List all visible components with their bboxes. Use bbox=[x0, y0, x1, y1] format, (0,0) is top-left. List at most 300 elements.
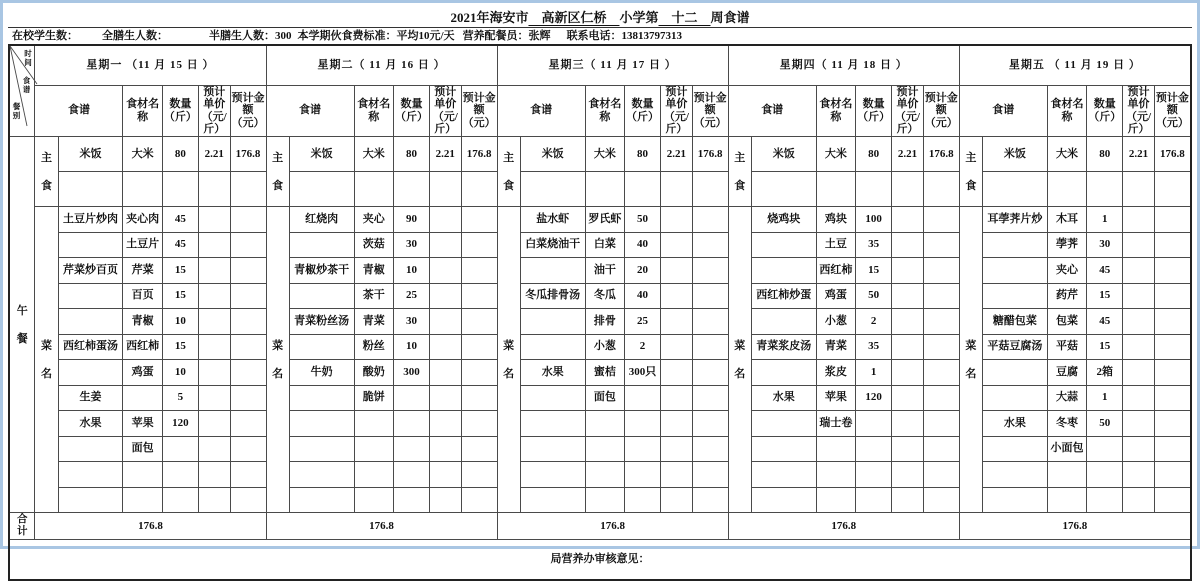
price-cell bbox=[198, 232, 230, 258]
qty-cell: 30 bbox=[1087, 232, 1123, 258]
dish-cell: 米饭 bbox=[751, 137, 816, 172]
ingredient-cell: 冬瓜 bbox=[585, 283, 624, 309]
col-header-unit-price: 预计单价（元/斤） bbox=[661, 85, 693, 137]
amount-cell bbox=[923, 385, 959, 411]
price-cell bbox=[429, 283, 461, 309]
dish-cell bbox=[751, 436, 816, 462]
qty-cell: 40 bbox=[625, 232, 661, 258]
dish-cell bbox=[751, 309, 816, 335]
ingredient-cell: 小葱 bbox=[816, 309, 855, 335]
amount-cell bbox=[1154, 334, 1191, 360]
price-cell bbox=[198, 334, 230, 360]
amount-cell bbox=[692, 172, 728, 207]
ingredient-cell: 茨菇 bbox=[354, 232, 393, 258]
price-cell bbox=[661, 462, 693, 488]
qty-cell bbox=[1087, 172, 1123, 207]
price-cell bbox=[892, 334, 924, 360]
amount-cell bbox=[923, 232, 959, 258]
day-header: 星期五 （ 11 月 19 日 ） bbox=[959, 45, 1191, 85]
ingredient-cell: 土豆片 bbox=[123, 232, 162, 258]
price-cell: 2.21 bbox=[198, 137, 230, 172]
amount-cell bbox=[461, 309, 497, 335]
dishes-section-label-text: 菜名 bbox=[734, 339, 746, 380]
menu-table bbox=[8, 44, 1192, 581]
dish-cell bbox=[58, 309, 123, 335]
amount-cell bbox=[692, 462, 728, 488]
dish-cell: 红烧肉 bbox=[289, 207, 354, 233]
amount-cell bbox=[230, 411, 266, 437]
dish-cell bbox=[289, 232, 354, 258]
qty-cell: 10 bbox=[393, 258, 429, 284]
price-cell bbox=[892, 360, 924, 386]
dish-cell bbox=[982, 360, 1047, 386]
price-cell bbox=[429, 436, 461, 462]
ingredient-cell: 豆腐 bbox=[1047, 360, 1086, 386]
ingredient-cell: 瑞士卷 bbox=[816, 411, 855, 437]
dish-cell bbox=[982, 172, 1047, 207]
amount-cell bbox=[923, 207, 959, 233]
day-header: 星期三（ 11 月 17 日 ） bbox=[497, 45, 728, 85]
dish-cell bbox=[289, 462, 354, 488]
dish-cell bbox=[520, 487, 585, 513]
ingredient-cell: 芹菜 bbox=[123, 258, 162, 284]
price-cell bbox=[198, 172, 230, 207]
price-cell bbox=[661, 309, 693, 335]
amount-cell: 176.8 bbox=[692, 137, 728, 172]
info-bar bbox=[8, 28, 1192, 44]
col-header-ingredient: 食材名称 bbox=[354, 85, 393, 137]
menu-table-body bbox=[9, 45, 1191, 580]
ingredient-cell: 青菜 bbox=[816, 334, 855, 360]
staple-section-label bbox=[959, 137, 982, 207]
qty-cell bbox=[1087, 462, 1123, 488]
amount-cell: 176.8 bbox=[461, 137, 497, 172]
price-cell bbox=[198, 487, 230, 513]
amount-cell bbox=[230, 360, 266, 386]
price-cell bbox=[198, 462, 230, 488]
amount-cell bbox=[692, 258, 728, 284]
ingredient-cell: 面包 bbox=[585, 385, 624, 411]
ingredient-cell: 浆皮 bbox=[816, 360, 855, 386]
info-full-board: 全膳生人数： bbox=[102, 30, 168, 42]
amount-cell bbox=[461, 283, 497, 309]
amount-cell bbox=[230, 462, 266, 488]
price-cell bbox=[892, 411, 924, 437]
amount-cell bbox=[1154, 283, 1191, 309]
dish-cell bbox=[520, 462, 585, 488]
title-school-name: 高新区仁桥 bbox=[528, 10, 620, 25]
ingredient-cell bbox=[123, 462, 162, 488]
dishes-section-label bbox=[266, 207, 289, 513]
price-cell bbox=[198, 283, 230, 309]
qty-cell: 300只 bbox=[625, 360, 661, 386]
dish-cell bbox=[58, 487, 123, 513]
ingredient-cell: 青椒 bbox=[123, 309, 162, 335]
qty-cell: 1 bbox=[856, 360, 892, 386]
staple-section-label-text: 主食 bbox=[965, 151, 977, 192]
ingredient-cell bbox=[354, 462, 393, 488]
dish-cell: 芹菜炒百页 bbox=[58, 258, 123, 284]
staple-section-label bbox=[497, 137, 520, 207]
qty-cell: 100 bbox=[856, 207, 892, 233]
dish-cell: 土豆片炒肉 bbox=[58, 207, 123, 233]
page-title bbox=[8, 8, 1192, 28]
qty-cell: 45 bbox=[162, 232, 198, 258]
col-header-amount: 预计金额（元） bbox=[923, 85, 959, 137]
price-cell: 2.21 bbox=[892, 137, 924, 172]
price-cell bbox=[429, 207, 461, 233]
qty-cell: 50 bbox=[625, 207, 661, 233]
qty-cell: 5 bbox=[162, 385, 198, 411]
price-cell bbox=[1123, 462, 1155, 488]
amount-cell: 176.8 bbox=[230, 137, 266, 172]
qty-cell bbox=[393, 385, 429, 411]
ingredient-cell bbox=[123, 385, 162, 411]
col-header-quantity: 数量（斤） bbox=[856, 85, 892, 137]
amount-cell bbox=[461, 258, 497, 284]
dishes-section-label bbox=[35, 207, 58, 513]
price-cell bbox=[661, 232, 693, 258]
qty-cell: 45 bbox=[1087, 258, 1123, 284]
ingredient-cell: 西红柿 bbox=[816, 258, 855, 284]
ingredient-cell: 冬枣 bbox=[1047, 411, 1086, 437]
price-cell bbox=[198, 207, 230, 233]
total-value: 176.8 bbox=[728, 513, 959, 540]
dish-cell bbox=[982, 232, 1047, 258]
col-header-unit-price: 预计单价（元/斤） bbox=[892, 85, 924, 137]
col-header-amount: 预计金额（元） bbox=[1154, 85, 1191, 137]
price-cell bbox=[661, 411, 693, 437]
dish-cell bbox=[520, 436, 585, 462]
corner-label-meal: 餐别 bbox=[12, 102, 21, 120]
dish-cell bbox=[289, 283, 354, 309]
info-phone: 联系电话：13813797313 bbox=[566, 30, 683, 42]
ingredient-cell: 大米 bbox=[816, 137, 855, 172]
price-cell bbox=[429, 462, 461, 488]
col-header-recipe: 食谱 bbox=[497, 85, 585, 137]
price-cell: 2.21 bbox=[661, 137, 693, 172]
amount-cell bbox=[923, 411, 959, 437]
price-cell: 2.21 bbox=[429, 137, 461, 172]
qty-cell bbox=[1087, 487, 1123, 513]
dish-cell bbox=[289, 487, 354, 513]
ingredient-cell bbox=[816, 462, 855, 488]
info-dietitian: 营养配餐员：张辉 bbox=[462, 30, 551, 42]
ingredient-cell: 鸡蛋 bbox=[123, 360, 162, 386]
dish-cell bbox=[982, 385, 1047, 411]
qty-cell: 35 bbox=[856, 232, 892, 258]
dish-cell bbox=[289, 172, 354, 207]
dish-cell bbox=[58, 462, 123, 488]
amount-cell bbox=[692, 385, 728, 411]
amount-cell bbox=[1154, 436, 1191, 462]
col-header-ingredient: 食材名称 bbox=[585, 85, 624, 137]
dish-cell bbox=[751, 258, 816, 284]
amount-cell bbox=[230, 258, 266, 284]
amount-cell bbox=[461, 487, 497, 513]
qty-cell: 10 bbox=[162, 309, 198, 335]
amount-cell bbox=[230, 283, 266, 309]
dish-cell bbox=[982, 283, 1047, 309]
dish-cell: 米饭 bbox=[520, 137, 585, 172]
dish-cell: 平菇豆腐汤 bbox=[982, 334, 1047, 360]
amount-cell bbox=[461, 385, 497, 411]
dish-cell bbox=[289, 385, 354, 411]
ingredient-cell: 面包 bbox=[123, 436, 162, 462]
price-cell bbox=[661, 334, 693, 360]
col-header-amount: 预计金额（元） bbox=[692, 85, 728, 137]
price-cell bbox=[1123, 172, 1155, 207]
price-cell bbox=[198, 436, 230, 462]
amount-cell bbox=[230, 232, 266, 258]
dishes-section-label-text: 菜名 bbox=[41, 339, 53, 380]
amount-cell bbox=[461, 172, 497, 207]
dish-cell: 水果 bbox=[751, 385, 816, 411]
total-value: 176.8 bbox=[266, 513, 497, 540]
price-cell bbox=[198, 411, 230, 437]
meal-label-lunch-text: 午餐 bbox=[16, 304, 28, 345]
dish-cell: 烧鸡块 bbox=[751, 207, 816, 233]
col-header-amount: 预计金额（元） bbox=[230, 85, 266, 137]
qty-cell bbox=[856, 436, 892, 462]
qty-cell bbox=[625, 385, 661, 411]
ingredient-cell: 百页 bbox=[123, 283, 162, 309]
ingredient-cell bbox=[354, 487, 393, 513]
qty-cell: 50 bbox=[1087, 411, 1123, 437]
col-header-recipe: 食谱 bbox=[35, 85, 123, 137]
qty-cell bbox=[856, 462, 892, 488]
amount-cell bbox=[692, 309, 728, 335]
price-cell bbox=[661, 172, 693, 207]
info-meal-standard: 本学期伙食费标准：平均10元/天 bbox=[297, 30, 455, 42]
ingredient-cell: 酸奶 bbox=[354, 360, 393, 386]
amount-cell bbox=[461, 360, 497, 386]
col-header-amount: 预计金额（元） bbox=[461, 85, 497, 137]
price-cell bbox=[892, 207, 924, 233]
amount-cell bbox=[692, 487, 728, 513]
amount-cell bbox=[230, 172, 266, 207]
staple-section-label-text: 主食 bbox=[734, 151, 746, 192]
price-cell bbox=[1123, 309, 1155, 335]
corner-cell bbox=[9, 45, 35, 137]
staple-section-label bbox=[728, 137, 751, 207]
dish-cell: 牛奶 bbox=[289, 360, 354, 386]
qty-cell: 90 bbox=[393, 207, 429, 233]
qty-cell bbox=[393, 436, 429, 462]
price-cell bbox=[429, 309, 461, 335]
corner-label-menu: 食谱 bbox=[22, 76, 31, 94]
price-cell bbox=[892, 258, 924, 284]
ingredient-cell: 大蒜 bbox=[1047, 385, 1086, 411]
price-cell bbox=[1123, 436, 1155, 462]
price-cell bbox=[429, 487, 461, 513]
price-cell bbox=[661, 436, 693, 462]
amount-cell: 176.8 bbox=[923, 137, 959, 172]
amount-cell bbox=[1154, 207, 1191, 233]
ingredient-cell bbox=[585, 172, 624, 207]
price-cell bbox=[429, 172, 461, 207]
qty-cell: 120 bbox=[856, 385, 892, 411]
col-header-quantity: 数量（斤） bbox=[162, 85, 198, 137]
ingredient-cell: 白菜 bbox=[585, 232, 624, 258]
qty-cell: 2 bbox=[625, 334, 661, 360]
qty-cell bbox=[162, 172, 198, 207]
price-cell bbox=[429, 360, 461, 386]
price-cell bbox=[1123, 385, 1155, 411]
day-header: 星期四（ 11 月 18 日 ） bbox=[728, 45, 959, 85]
qty-cell bbox=[393, 462, 429, 488]
qty-cell: 1 bbox=[1087, 207, 1123, 233]
price-cell bbox=[1123, 411, 1155, 437]
qty-cell: 15 bbox=[856, 258, 892, 284]
col-header-recipe: 食谱 bbox=[959, 85, 1047, 137]
amount-cell bbox=[1154, 462, 1191, 488]
ingredient-cell bbox=[354, 436, 393, 462]
amount-cell bbox=[923, 309, 959, 335]
dish-cell: 糖醋包菜 bbox=[982, 309, 1047, 335]
amount-cell bbox=[692, 411, 728, 437]
price-cell bbox=[1123, 334, 1155, 360]
ingredient-cell: 排骨 bbox=[585, 309, 624, 335]
dish-cell bbox=[58, 360, 123, 386]
qty-cell: 40 bbox=[625, 283, 661, 309]
col-header-quantity: 数量（斤） bbox=[1087, 85, 1123, 137]
price-cell bbox=[892, 309, 924, 335]
qty-cell bbox=[856, 411, 892, 437]
price-cell bbox=[1123, 360, 1155, 386]
dish-cell: 西红柿炒蛋 bbox=[751, 283, 816, 309]
col-header-ingredient: 食材名称 bbox=[816, 85, 855, 137]
amount-cell bbox=[1154, 309, 1191, 335]
amount-cell bbox=[692, 334, 728, 360]
ingredient-cell bbox=[585, 411, 624, 437]
total-value: 176.8 bbox=[35, 513, 266, 540]
price-cell: 2.21 bbox=[1123, 137, 1155, 172]
qty-cell bbox=[1087, 436, 1123, 462]
amount-cell bbox=[461, 334, 497, 360]
ingredient-cell: 罗氏虾 bbox=[585, 207, 624, 233]
dish-cell bbox=[982, 436, 1047, 462]
amount-cell bbox=[923, 487, 959, 513]
dish-cell bbox=[751, 232, 816, 258]
total-label-text: 合计 bbox=[16, 514, 28, 538]
ingredient-cell: 粉丝 bbox=[354, 334, 393, 360]
amount-cell bbox=[1154, 411, 1191, 437]
price-cell bbox=[892, 172, 924, 207]
ingredient-cell: 夹心 bbox=[1047, 258, 1086, 284]
qty-cell: 2 bbox=[856, 309, 892, 335]
ingredient-cell bbox=[816, 436, 855, 462]
dish-cell: 米饭 bbox=[289, 137, 354, 172]
dish-cell bbox=[751, 360, 816, 386]
staple-section-label-text: 主食 bbox=[41, 151, 53, 192]
price-cell bbox=[661, 258, 693, 284]
ingredient-cell bbox=[585, 487, 624, 513]
staple-section-label bbox=[266, 137, 289, 207]
col-header-quantity: 数量（斤） bbox=[625, 85, 661, 137]
qty-cell: 50 bbox=[856, 283, 892, 309]
dishes-section-label-text: 菜名 bbox=[965, 339, 977, 380]
amount-cell bbox=[1154, 172, 1191, 207]
qty-cell: 10 bbox=[393, 334, 429, 360]
dish-cell bbox=[520, 385, 585, 411]
price-cell bbox=[661, 487, 693, 513]
qty-cell: 20 bbox=[625, 258, 661, 284]
day-header: 星期二（ 11 月 16 日 ） bbox=[266, 45, 497, 85]
ingredient-cell: 大米 bbox=[585, 137, 624, 172]
amount-cell bbox=[461, 411, 497, 437]
dish-cell: 生姜 bbox=[58, 385, 123, 411]
price-cell bbox=[661, 385, 693, 411]
ingredient-cell: 小葱 bbox=[585, 334, 624, 360]
col-header-unit-price: 预计单价（元/斤） bbox=[1123, 85, 1155, 137]
col-header-recipe: 食谱 bbox=[728, 85, 816, 137]
ingredient-cell: 大米 bbox=[354, 137, 393, 172]
qty-cell bbox=[856, 172, 892, 207]
ingredient-cell: 大米 bbox=[1047, 137, 1086, 172]
dish-cell bbox=[751, 487, 816, 513]
price-cell bbox=[892, 283, 924, 309]
title-mid: 小学第 bbox=[619, 10, 659, 25]
dish-cell bbox=[520, 172, 585, 207]
qty-cell: 80 bbox=[625, 137, 661, 172]
amount-cell: 176.8 bbox=[1154, 137, 1191, 172]
dish-cell bbox=[289, 436, 354, 462]
price-cell bbox=[892, 232, 924, 258]
dishes-section-label-text: 菜名 bbox=[272, 339, 284, 380]
price-cell bbox=[1123, 487, 1155, 513]
total-label bbox=[9, 513, 35, 540]
corner-diagonal bbox=[10, 46, 34, 136]
qty-cell bbox=[393, 487, 429, 513]
qty-cell: 10 bbox=[162, 360, 198, 386]
ingredient-cell bbox=[585, 462, 624, 488]
corner-label-time: 时间 bbox=[24, 49, 32, 67]
dish-cell: 盐水虾 bbox=[520, 207, 585, 233]
price-cell bbox=[429, 385, 461, 411]
dish-cell: 耳荸荠片炒 bbox=[982, 207, 1047, 233]
qty-cell bbox=[625, 411, 661, 437]
ingredient-cell bbox=[1047, 462, 1086, 488]
ingredient-cell bbox=[123, 172, 162, 207]
staple-section-label-text: 主食 bbox=[272, 151, 284, 192]
ingredient-cell bbox=[816, 172, 855, 207]
qty-cell: 15 bbox=[1087, 334, 1123, 360]
qty-cell bbox=[162, 462, 198, 488]
staple-section-label-text: 主食 bbox=[503, 151, 515, 192]
col-header-unit-price: 预计单价（元/斤） bbox=[429, 85, 461, 137]
amount-cell bbox=[692, 283, 728, 309]
dish-cell bbox=[289, 334, 354, 360]
amount-cell bbox=[1154, 385, 1191, 411]
dish-cell bbox=[751, 462, 816, 488]
ingredient-cell bbox=[354, 411, 393, 437]
amount-cell bbox=[692, 360, 728, 386]
qty-cell: 120 bbox=[162, 411, 198, 437]
qty-cell: 25 bbox=[625, 309, 661, 335]
price-cell bbox=[198, 258, 230, 284]
qty-cell: 300 bbox=[393, 360, 429, 386]
ingredient-cell: 大米 bbox=[123, 137, 162, 172]
total-value: 176.8 bbox=[959, 513, 1191, 540]
col-header-recipe: 食谱 bbox=[266, 85, 354, 137]
dish-cell: 青椒炒茶干 bbox=[289, 258, 354, 284]
staple-section-label bbox=[35, 137, 58, 207]
price-cell bbox=[429, 232, 461, 258]
amount-cell bbox=[1154, 232, 1191, 258]
ingredient-cell: 木耳 bbox=[1047, 207, 1086, 233]
price-cell bbox=[661, 360, 693, 386]
